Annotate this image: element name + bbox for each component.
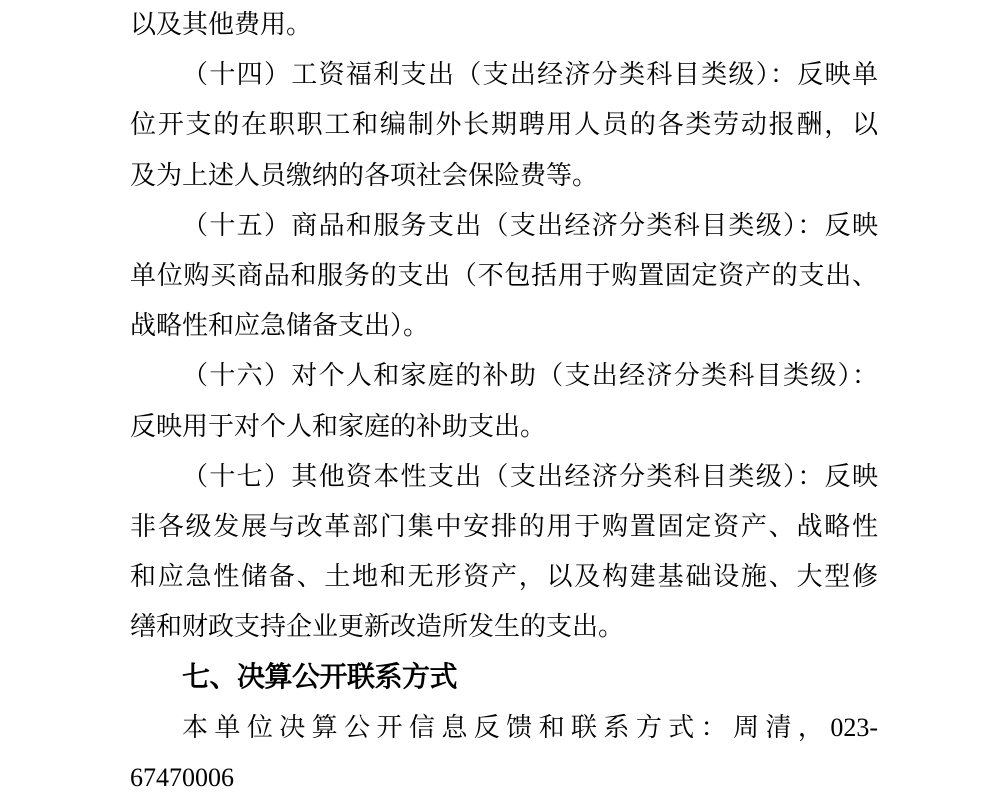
document-content [130, 0, 878, 803]
paragraph-line: 单位购买商品和服务的支出（不包括用于购置固定资产的支出、 [130, 260, 878, 290]
paragraph-line: 缮和财政支持企业更新改造所发生的支出。 [130, 612, 625, 642]
paragraph-line: 战略性和应急储备支出）。 [130, 311, 430, 341]
contact-line: 本单位决算公开信息反馈和联系方式：周清，023- [182, 712, 878, 742]
section-heading: 七、决算公开联系方式 [182, 661, 458, 693]
paragraph-line: 以及其他费用。 [130, 10, 313, 39]
paragraph-line: 及为上述人员缴纳的各项社会保险费等。 [130, 160, 599, 190]
paragraph-line: （十七）其他资本性支出（支出经济分类科目类级）：反映 [182, 461, 878, 491]
phone-number-line: 67470006 [130, 762, 234, 792]
paragraph-line: （十五）商品和服务支出（支出经济分类科目类级）：反映 [182, 210, 878, 240]
paragraph-line: 和应急性储备、土地和无形资产，以及构建基础设施、大型修 [130, 562, 878, 592]
paragraph-line: 位开支的在职职工和编制外长期聘用人员的各类劳动报酬，以 [130, 110, 878, 140]
paragraph-line: 非各级发展与改革部门集中安排的用于购置固定资产、战略性 [130, 511, 878, 541]
paragraph-line: 反映用于对个人和家庭的补助支出。 [130, 411, 547, 441]
paragraph-line: （十四）工资福利支出（支出经济分类科目类级）：反映单 [182, 60, 878, 90]
paragraph-line: （十六）对个人和家庭的补助（支出经济分类科目类级）： [182, 361, 878, 391]
